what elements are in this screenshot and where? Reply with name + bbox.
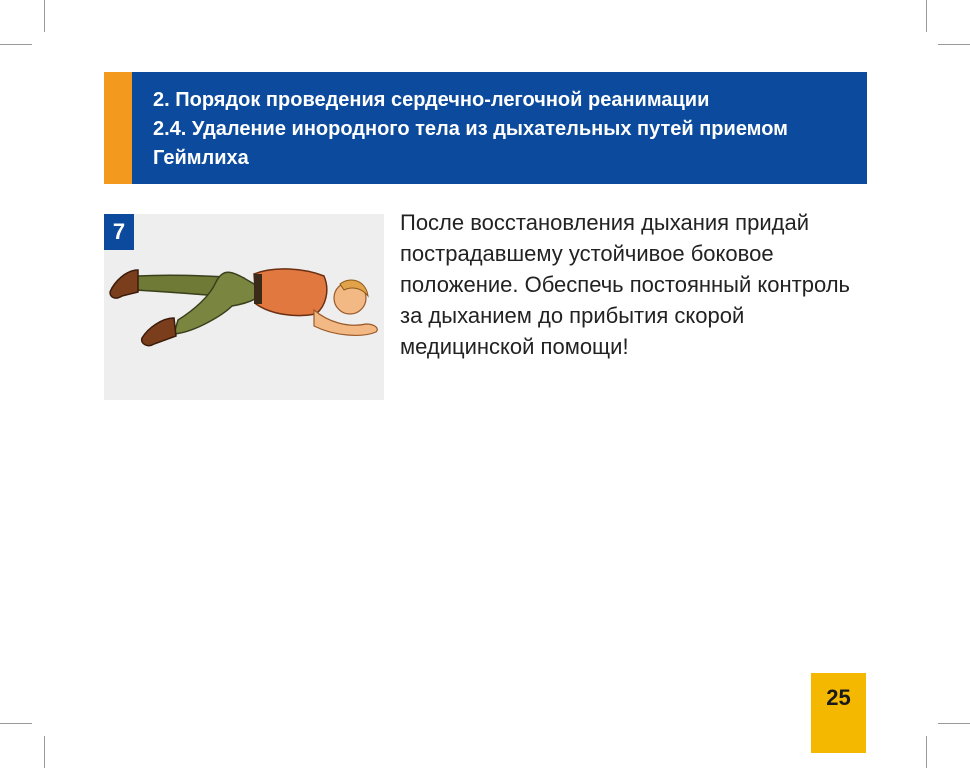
crop-mark <box>926 736 927 768</box>
section-header <box>104 72 867 184</box>
recovery-position-illustration <box>104 214 384 400</box>
crop-mark <box>938 723 970 724</box>
crop-mark <box>0 723 32 724</box>
person-lying-icon <box>104 214 384 400</box>
step-number-badge: 7 <box>104 214 134 250</box>
accent-stripe <box>104 72 132 184</box>
crop-mark <box>0 44 32 45</box>
page-number: 25 <box>811 673 866 753</box>
crop-mark <box>44 736 45 768</box>
header-titles <box>153 86 847 173</box>
subsection-title: 2.4. Удаление инородного тела из дыхательных путей приемом Геймлиха <box>153 118 788 169</box>
crop-mark <box>44 0 45 32</box>
crop-mark <box>926 0 927 32</box>
crop-mark <box>938 44 970 45</box>
section-title: 2. Порядок проведения сердечно-легочной реанимации <box>153 89 710 111</box>
instruction-text: После восстановления дыхания придай пострадавшему устойчивое боковое положение. Обеспечь постоянный контроль за дыханием до прибытия скорой медицинской помощи! <box>400 210 851 359</box>
